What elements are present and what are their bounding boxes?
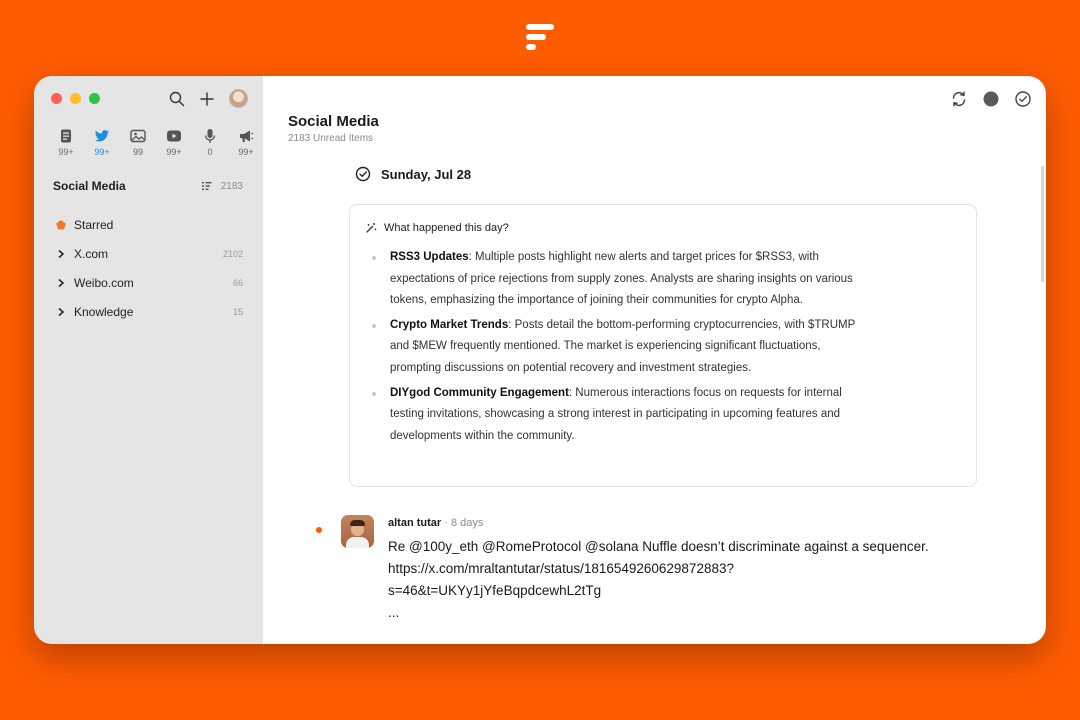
sidebar-item-label: Starred (74, 217, 114, 232)
summary-list (370, 247, 860, 450)
mark-all-read-icon[interactable] (1014, 90, 1032, 108)
chevron-right-icon[interactable] (56, 307, 66, 317)
article-icon (58, 128, 74, 144)
post-link[interactable]: s=46&t=UKYy1jYfeBqpdcewhL2tTg (388, 583, 602, 598)
post-author[interactable]: altan tutar (388, 517, 442, 529)
view-count: 99+ (166, 147, 182, 157)
microphone-icon (202, 128, 218, 144)
list-item (370, 247, 860, 312)
star-icon (55, 219, 67, 231)
post-more: ... (388, 605, 400, 620)
sidebar-item-count: 2102 (222, 248, 243, 259)
post-text-line: Re @100y_eth @RomeProtocol @solana Nuffle doesn’t discriminate against a sequencer. (388, 539, 929, 554)
unread-filter-icon[interactable] (982, 90, 1000, 108)
picture-icon (130, 128, 146, 144)
app-window (34, 76, 1046, 644)
sidebar-item-label: Knowledge (74, 304, 134, 319)
list-view-icon[interactable] (201, 180, 213, 192)
post-meta (388, 517, 483, 529)
date-label: Sunday, Jul 28 (381, 166, 472, 182)
unread-count-label: 2183 Unread Items (288, 133, 374, 144)
section-count: 2183 (220, 180, 243, 192)
post-link[interactable]: https://x.com/mraltantutar/status/1816549260629872883? (388, 561, 734, 576)
scrollbar[interactable] (1041, 166, 1044, 282)
summary-heading: What happened this day? (384, 222, 509, 234)
sidebar-item-count: 66 (232, 277, 243, 288)
sidebar-item-weibo-com[interactable] (46, 268, 243, 297)
summary-header (365, 222, 509, 234)
add-icon[interactable] (199, 91, 215, 107)
refresh-icon[interactable] (950, 90, 968, 108)
summary-item-title: RSS3 Updates (390, 251, 469, 263)
view-switcher (48, 128, 264, 157)
unread-indicator (316, 527, 322, 533)
twitter-icon (94, 128, 110, 144)
post-content (388, 536, 978, 624)
zoom-window-button[interactable] (89, 93, 100, 104)
summary-item-text: : Numerous interactions focus on requests for internal testing invitations, showcasing a strong interest in participating in upcoming features and developments within the community. (390, 386, 842, 442)
ai-daily-summary (349, 204, 977, 487)
summary-item-title: DIYgod Community Engagement (390, 386, 569, 399)
page-title: Social Media (288, 113, 379, 130)
video-icon (166, 128, 182, 144)
search-icon[interactable] (169, 91, 185, 107)
view-notifications[interactable] (228, 128, 264, 157)
meta-separator: · (444, 517, 448, 529)
sidebar-section-header[interactable] (53, 179, 243, 193)
sidebar (34, 76, 263, 644)
sidebar-item-label: Weibo.com (74, 275, 134, 290)
section-title: Social Media (53, 179, 126, 193)
view-count: 99 (132, 147, 143, 157)
check-circle-icon[interactable] (355, 166, 371, 182)
sidebar-toolbar (169, 89, 248, 108)
megaphone-icon (238, 128, 254, 144)
view-articles[interactable] (48, 128, 84, 157)
magic-wand-icon (365, 222, 377, 234)
feed-list (46, 210, 243, 326)
summary-item-text: : Posts detail the bottom-performing cryptocurrencies, with $TRUMP and $MEW frequently mentioned. The market is experiencing significant fluctuations, prompting discussions on potential recovery and investment strategies. (390, 318, 856, 374)
close-window-button[interactable] (51, 93, 62, 104)
author-avatar[interactable] (341, 515, 374, 548)
view-count: 99+ (94, 147, 110, 157)
view-videos[interactable] (156, 128, 192, 157)
date-header[interactable] (355, 166, 471, 182)
header-actions (950, 90, 1032, 108)
view-count: 0 (207, 147, 213, 157)
entry-list-pane (263, 76, 1046, 644)
sidebar-item-knowledge[interactable] (46, 297, 243, 326)
list-item (370, 315, 860, 380)
view-audio[interactable] (192, 128, 228, 157)
list-item (370, 383, 860, 448)
summary-item-text: : Multiple posts highlight new alerts and target prices for $RSS3, with expectations of price rejections from supply zones. Analysts are sharing insights on various tokens, emphasizing the importance of joining their communities for crypto Alpha. (390, 251, 853, 307)
sidebar-item-x-com[interactable] (46, 239, 243, 268)
view-pictures[interactable] (120, 128, 156, 157)
sidebar-item-starred[interactable] (46, 210, 243, 239)
post-time: 8 days (450, 517, 484, 529)
window-controls (51, 93, 100, 104)
chevron-right-icon[interactable] (56, 249, 66, 259)
view-count: 99+ (238, 147, 254, 157)
app-logo (524, 24, 556, 54)
view-count: 99+ (58, 147, 74, 157)
chevron-right-icon[interactable] (56, 278, 66, 288)
user-avatar[interactable] (229, 89, 248, 108)
view-social-media[interactable] (84, 128, 120, 157)
summary-item-title: Crypto Market Trends (390, 318, 509, 331)
sidebar-item-count: 15 (232, 306, 243, 317)
minimize-window-button[interactable] (70, 93, 81, 104)
sidebar-item-label: X.com (74, 246, 109, 261)
